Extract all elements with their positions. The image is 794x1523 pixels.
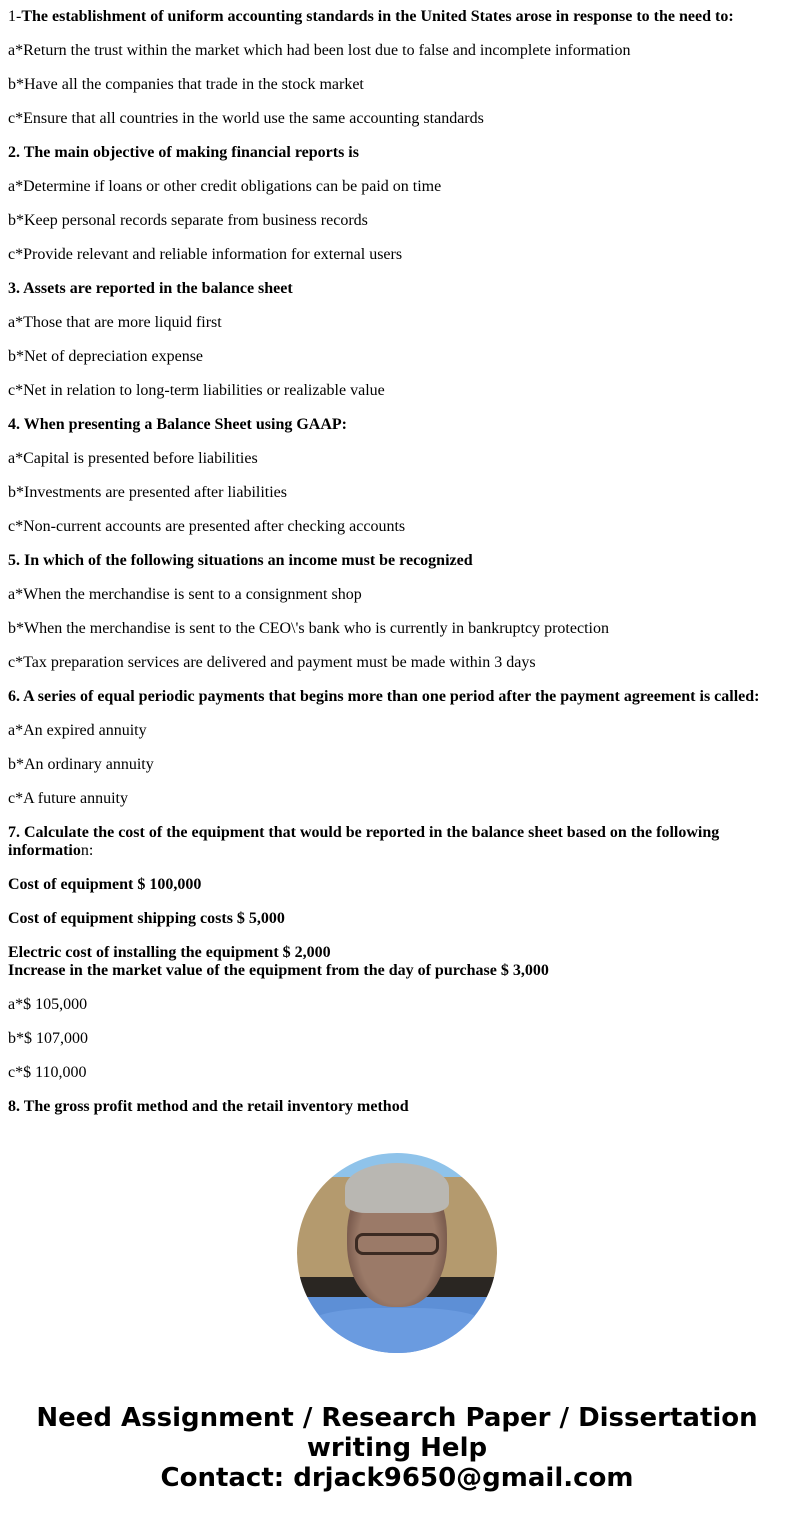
- option: b*$ 107,000: [8, 1030, 88, 1047]
- question-8: 8. The gross profit method and the retail inventory method: [8, 1098, 409, 1115]
- question-4: 4. When presenting a Balance Sheet using GAAP:: [8, 416, 347, 433]
- option: a*Those that are more liquid first: [8, 314, 222, 331]
- option: b*Have all the companies that trade in the stock market: [8, 76, 364, 93]
- question-2: 2. The main objective of making financial reports is: [8, 144, 359, 161]
- option: b*When the merchandise is sent to the CEO\'s bank who is currently in bankruptcy protection: [8, 620, 609, 637]
- option: c*Net in relation to long-term liabilities or realizable value: [8, 382, 385, 399]
- info-line: Electric cost of installing the equipment $ 2,000 Increase in the market value of the equipment from the day of purchase $ 3,000: [8, 944, 549, 979]
- option: a*Return the trust within the market which had been lost due to false and incomplete information: [8, 42, 631, 59]
- option: c*Ensure that all countries in the world use the same accounting standards: [8, 110, 484, 127]
- author-photo: [297, 1153, 497, 1353]
- option: b*An ordinary annuity: [8, 756, 154, 773]
- option: a*When the merchandise is sent to a consignment shop: [8, 586, 362, 603]
- option: b*Keep personal records separate from business records: [8, 212, 368, 229]
- question-6: 6. A series of equal periodic payments that begins more than one period after the payment agreement is called:: [8, 688, 760, 705]
- option: a*Determine if loans or other credit obligations can be paid on time: [8, 178, 442, 195]
- option: c*$ 110,000: [8, 1064, 87, 1081]
- option: a*An expired annuity: [8, 722, 147, 739]
- footer-line-2: writing Help: [306, 1433, 488, 1463]
- option: c*Non-current accounts are presented after checking accounts: [8, 518, 406, 535]
- option: b*Investments are presented after liabilities: [8, 484, 288, 501]
- question-5: 5. In which of the following situations an income must be recognized: [8, 552, 473, 569]
- footer-line-1: Need Assignment / Research Paper / Dissertation: [36, 1403, 758, 1433]
- footer-contact: Contact: drjack9650@gmail.com: [160, 1463, 634, 1493]
- contact-banner: [0, 1403, 794, 1493]
- option: c*Provide relevant and reliable information for external users: [8, 246, 403, 263]
- option: b*Net of depreciation expense: [8, 348, 204, 365]
- option: a*$ 105,000: [8, 996, 88, 1013]
- option: a*Capital is presented before liabilities: [8, 450, 258, 467]
- info-line: Cost of equipment shipping costs $ 5,000: [8, 910, 285, 927]
- question-1: 1-The establishment of uniform accounting standards in the United States arose in response to the need to:: [8, 8, 734, 25]
- question-7: 7. Calculate the cost of the equipment that would be reported in the balance sheet based on the following information:: [8, 824, 720, 859]
- info-line: Cost of equipment $ 100,000: [8, 876, 202, 893]
- option: c*Tax preparation services are delivered and payment must be made within 3 days: [8, 654, 536, 671]
- document: [8, 8, 786, 1116]
- question-3: 3. Assets are reported in the balance sheet: [8, 280, 293, 297]
- option: c*A future annuity: [8, 790, 128, 807]
